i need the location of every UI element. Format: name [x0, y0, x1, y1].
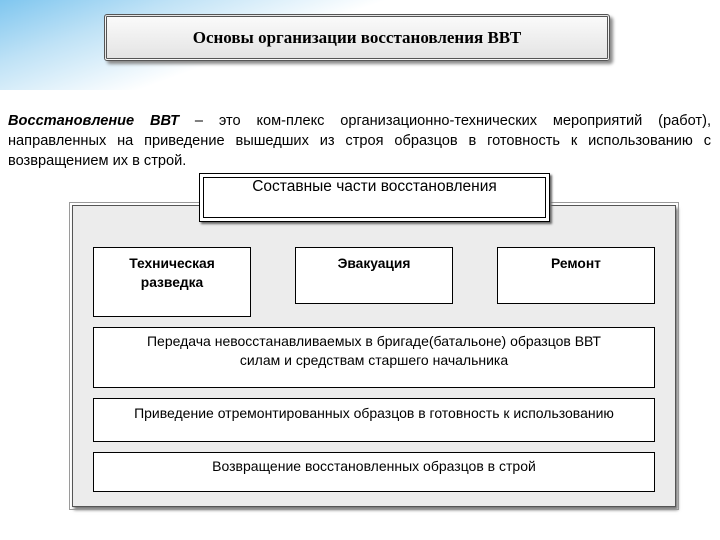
return-box: [93, 452, 655, 492]
definition-term: Восстановление ВВТ: [8, 113, 180, 129]
transfer-line1: Передача невосстанавливаемых в бригаде(батальоне) образцов ВВТ: [146, 333, 601, 349]
return-label: Возвращение восстановленных образцов в строй: [212, 458, 536, 474]
evacuation-label: Эвакуация: [337, 256, 411, 271]
tech-reconnaissance-line1: Техническая: [129, 256, 215, 271]
readiness-box: [93, 398, 655, 442]
repair-label: Ремонт: [551, 256, 601, 271]
definition-paragraph: [8, 111, 711, 171]
readiness-label: Приведение отремонтированных образцов в готовность к использованию: [134, 405, 614, 421]
repair-box: [497, 247, 655, 304]
definition-text: – это ком-плекс организационно-технических мероприятий (работ), направленных на приведение вышедших из строя образцов в готовность к использованию с возвращением их в строй.: [8, 113, 711, 169]
tech-reconnaissance-line2: разведка: [140, 275, 204, 290]
components-header: [199, 173, 550, 222]
page-title: Основы организации восстановления ВВТ: [192, 27, 522, 47]
components-header-inner: [203, 177, 546, 218]
evacuation-box: [295, 247, 453, 304]
transfer-box: [93, 327, 655, 388]
transfer-line2: силам и средствам старшего начальника: [239, 352, 509, 368]
title-box: [104, 14, 610, 61]
components-header-label: Составные части восстановления: [252, 178, 497, 195]
tech-reconnaissance-box: [93, 247, 251, 317]
